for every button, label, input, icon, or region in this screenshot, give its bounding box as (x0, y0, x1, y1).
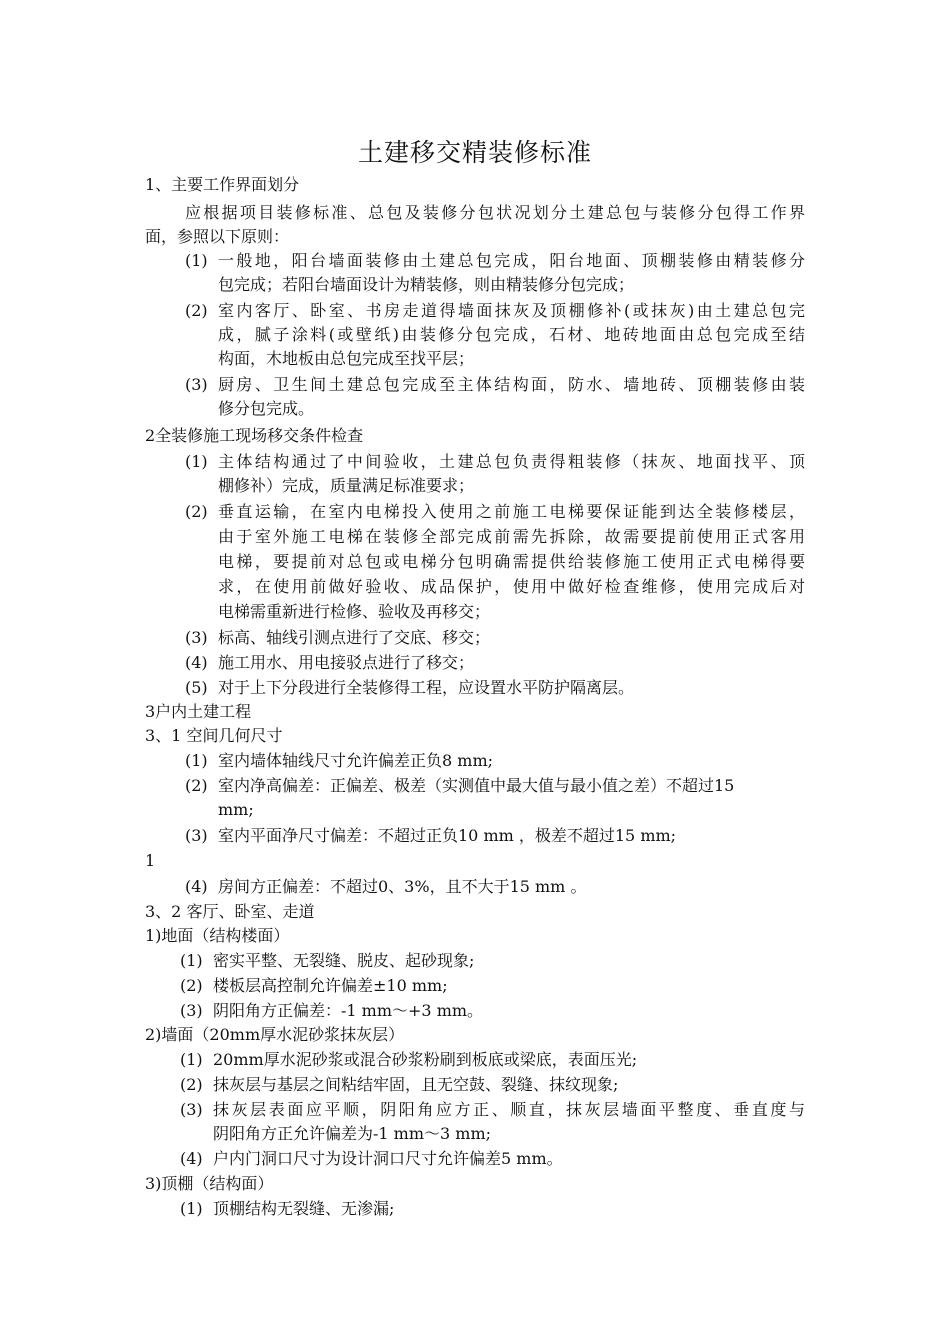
s1-item-1-line-2: 包完成；若阳台墙面设计为精装修，则由精装修分包完成； (218, 275, 635, 294)
s31-item-4-num: (4) (185, 877, 208, 896)
s1-item-2-num: (2) (185, 301, 208, 320)
s31-item-3-num: (3) (185, 826, 208, 845)
s1-item-3-line-2: 修分包完成。 (218, 399, 315, 418)
s2-item-1-num: (1) (185, 452, 208, 471)
section-1-heading: 1、主要工作界面划分 (145, 175, 300, 194)
floor-item-1-text: 密实平整、无裂缝、脱皮、起砂现象; (213, 951, 475, 970)
section-1-intro-line-2: 面，参照以下原则： (145, 227, 290, 246)
section-1-intro-line-1: 应根据项目装修标准、总包及装修分包状况划分土建总包与装修分包得工作界 (185, 203, 805, 222)
s1-item-2-line-2: 成，腻子涂料(或壁纸)由装修分包完成，石材、地砖地面由总包完成至结 (218, 325, 805, 344)
s1-item-2-line-1: 室内客厅、卧室、书房走道得墙面抹灰及顶棚修补(或抹灰)由土建总包完 (218, 301, 805, 320)
s31-item-1-num: (1) (185, 751, 208, 770)
s2-item-1-line-1: 主体结构通过了中间验收，土建总包负责得粗装修（抹灰、地面找平、顶 (218, 452, 805, 471)
s2-item-1-line-2: 棚修补）完成，质量满足标准要求； (218, 476, 475, 495)
s1-item-3-line-1: 厨房、卫生间土建总包完成至主体结构面，防水、墙地砖、顶棚装修由装 (218, 375, 805, 394)
s1-item-1-num: (1) (185, 251, 208, 270)
s1-item-1-line-1: 一般地，阳台墙面装修由土建总包完成，阳台地面、顶棚装修由精装修分 (218, 251, 805, 270)
section-3-1-heading: 3、1 空间几何尺寸 (145, 726, 283, 745)
wall-item-4-line-1: 户内门洞口尺寸为设计洞口尺寸允许偏差5 mm。 (213, 1149, 563, 1168)
floor-heading: 1)地面（结构楼面） (145, 926, 290, 945)
ceiling-heading: 3)顶棚（结构面） (145, 1174, 274, 1193)
s1-item-3-num: (3) (185, 375, 208, 394)
wall-item-1-line-1: 20mm厚水泥砂浆或混合砂浆粉刷到板底或梁底，表面压光; (213, 1050, 638, 1069)
wall-item-3-line-2: 阴阳角方正允许偏差为-1 mm～3 mm; (213, 1124, 492, 1143)
s2-item-5-num: (5) (185, 678, 208, 697)
floor-item-3-text: 阴阳角方正偏差：-1 mm～+3 mm。 (213, 1001, 484, 1020)
s2-item-3-line-1: 标高、轴线引测点进行了交底、移交； (218, 628, 491, 647)
wall-item-2-line-1: 抹灰层与基层之间粘结牢固，且无空鼓、裂缝、抹纹现象; (213, 1075, 619, 1094)
s2-item-2-num: (2) (185, 502, 208, 521)
ceiling-item-1-text: 顶棚结构无裂缝、无渗漏; (213, 1199, 395, 1218)
s31-item-2-num: (2) (185, 776, 208, 795)
ceiling-item-1-num: (1) (180, 1199, 203, 1218)
floor-item-1-num: (1) (180, 951, 203, 970)
s1-item-2-line-3: 构面，木地板由总包完成至找平层； (218, 349, 475, 368)
section-3-heading: 3户内土建工程 (145, 702, 252, 721)
floor-item-3-num: (3) (180, 1001, 203, 1020)
s2-item-2-line-4: 求，在使用前做好验收、成品保护，使用中做好检查维修，使用完成后对 (218, 577, 805, 596)
s31-item-2-line-1: 室内净高偏差：正偏差、极差（实测值中最大值与最小值之差）不超过15 (218, 776, 735, 795)
page-title: 土建移交精装修标准 (357, 138, 592, 167)
s31-item-1-line-1: 室内墙体轴线尺寸允许偏差正负8 mm; (218, 751, 494, 770)
wall-item-1-num: (1) (180, 1050, 203, 1069)
s2-item-2-line-1: 垂直运输，在室内电梯投入使用之前施工电梯要保证能到达全装修楼层， (218, 502, 805, 521)
s2-item-4-line-1: 施工用水、用电接驳点进行了移交； (218, 653, 475, 672)
s31-item-4-line-1: 房间方正偏差：不超过0、3%，且不大于15 mm 。 (218, 877, 587, 896)
s31-item-2-line-2: mm; (218, 800, 254, 819)
s2-item-5-line-1: 对于上下分段进行全装修得工程，应设置水平防护隔离层。 (218, 678, 635, 697)
wall-heading: 2)墙面（20mm厚水泥砂浆抹灰层） (145, 1025, 405, 1044)
floor-item-2-num: (2) (180, 976, 203, 995)
wall-item-4-num: (4) (180, 1149, 203, 1168)
s2-item-2-line-2: 由于室外施工电梯在装修全部完成前需先拆除，故需要提前使用正式客用 (218, 527, 805, 546)
floor-item-2-text: 楼板层高控制允许偏差±10 mm; (213, 976, 448, 995)
page-number: 1 (145, 851, 156, 870)
s2-item-4-num: (4) (185, 653, 208, 672)
s31-item-3-line-1: 室内平面净尺寸偏差：不超过正负10 mm ，极差不超过15 mm; (218, 826, 677, 845)
s2-item-2-line-5: 电梯需重新进行检修、验收及再移交； (218, 602, 491, 621)
wall-item-3-num: (3) (180, 1100, 203, 1119)
section-2-heading: 2全装修施工现场移交条件检查 (145, 426, 364, 445)
s2-item-3-num: (3) (185, 628, 208, 647)
wall-item-2-num: (2) (180, 1075, 203, 1094)
s2-item-2-line-3: 电梯，要提前对总包或电梯分包明确需提供给装修施工使用正式电梯得要 (218, 552, 805, 571)
section-3-2-heading: 3、2 客厅、卧室、走道 (145, 902, 315, 921)
wall-item-3-line-1: 抹灰层表面应平顺，阴阳角应方正、顺直，抹灰层墙面平整度、垂直度与 (213, 1100, 805, 1119)
